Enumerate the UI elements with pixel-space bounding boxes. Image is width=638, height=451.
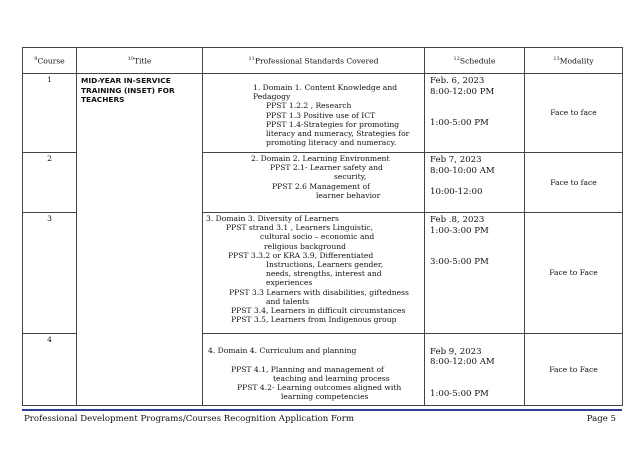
schedule-cell: Feb 7, 2023 8:00-10:00 AM 10:00-12:00 (425, 153, 525, 213)
standards-cell: 3. Domain 3. Diversity of Learners PPST strand 3.1 , Learners Linguistic, cultural socio – economic and religious background PPST 3.3.2 or KRA 3.9, Differentiated Instructions, Learners gender, needs, strengths, interest and experiences PPST 3.3 Learners with disabilities, giftedness and talents PPST 3.4, Learners in difficult circumstances PPST 3.5, Learners from Indigenous group (203, 213, 425, 334)
course-number: 2 (23, 153, 77, 213)
modality-cell: Face to face (525, 74, 623, 153)
course-number: 4 (23, 334, 77, 406)
header-row (23, 48, 623, 74)
header-standards: $^{11}$Professional Standards Covered (203, 48, 425, 74)
program-title: MID-YEAR IN-SERVICE TRAINING (INSET) FOR TEACHERS (77, 74, 203, 406)
modality-cell: Face to face (525, 153, 623, 213)
modality-cell: Face to Face (525, 213, 623, 334)
course-number: 1 (23, 74, 77, 153)
standards-cell: 1. Domain 1. Content Knowledge and Pedagogy PPST 1.2.2 , Research PPST 1.3 Positive use of ICT PPST 1.4-Strategies for promoting literacy and numeracy, Strategies for promoting literacy and numeracy. (203, 74, 425, 153)
footer-divider (22, 409, 622, 411)
schedule-cell: Feb 9, 2023 8:00-12:00 AM 1:00-5:00 PM (425, 334, 525, 406)
training-table (22, 47, 623, 406)
modality-cell: Face to Face (525, 334, 623, 406)
footer-page-number: Page 5 (586, 414, 616, 424)
header-title: $^{10}$Title (77, 48, 203, 74)
course-number: 3 (23, 213, 77, 334)
table-row (23, 74, 623, 153)
schedule-cell: Feb. 6, 2023 8:00-12:00 PM 1:00-5:00 PM (425, 74, 525, 153)
header-modality: $^{13}$Modality (525, 48, 623, 74)
header-schedule: $^{12}$Schedule (425, 48, 525, 74)
standards-cell: 4. Domain 4. Curriculum and planning PPST 4.1, Planning and management of teaching and learning process PPST 4.2- Learning outcomes aligned with learning competencies (203, 334, 425, 406)
footer-form-title: Professional Development Programs/Courses Recognition Application Form (24, 414, 354, 424)
standards-cell: 2. Domain 2. Learning Environment PPST 2.1- Learner safety and security, PPST 2.6 Management of learner behavior (203, 153, 425, 213)
schedule-cell: Feb .8, 2023 1:00-3:00 PM 3:00-5:00 PM (425, 213, 525, 334)
header-course: $^9$Course (23, 48, 77, 74)
